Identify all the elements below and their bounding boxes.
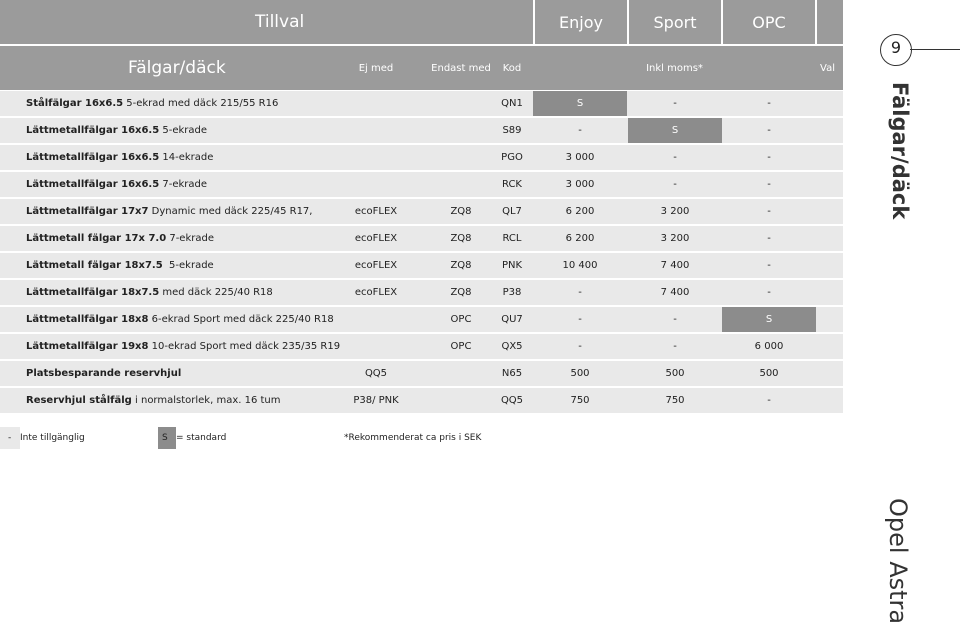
- table-row-content: [0, 145, 843, 170]
- cell-sport-price: S: [628, 118, 722, 143]
- table-row-content: [0, 361, 843, 386]
- cell-enjoy-price: 750: [570, 395, 590, 406]
- row-name: [26, 172, 207, 197]
- cell-kod: QX5: [501, 341, 523, 352]
- cell-endast-med: ZQ8: [450, 206, 472, 217]
- header-sport: Sport: [653, 13, 697, 32]
- cell-enjoy-price: 6 200: [565, 206, 595, 217]
- row-name-bold: Lättmetallfälgar 16x6.5: [26, 179, 160, 190]
- header-opc: OPC: [752, 13, 786, 32]
- row-name: [26, 253, 214, 278]
- cell-kod: N65: [501, 368, 523, 379]
- header-filler: [817, 0, 843, 44]
- cell-kod: QN1: [501, 98, 523, 109]
- row-name-bold: Lättmetallfälgar 18x7.5: [26, 287, 160, 298]
- legend-dash: -: [8, 433, 12, 443]
- cell-sport-price: -: [673, 98, 677, 109]
- cell-sport-price: 500: [665, 368, 685, 379]
- row-name-rest: 14-ekrade: [159, 152, 214, 163]
- row-name-bold: Lättmetallfälgar 19x8: [26, 341, 149, 352]
- cell-ej-med: ecoFLEX: [354, 287, 398, 298]
- cell-ej-med: [326, 145, 426, 170]
- cell-opc-price: -: [767, 179, 771, 190]
- legend-dash-text: Inte tillgänglig: [20, 433, 85, 443]
- row-name-rest: 5-ekrade: [162, 260, 214, 271]
- cell-kod: PNK: [501, 260, 523, 271]
- cell-ej-med: [326, 172, 426, 197]
- col-inkl-moms: Inkl moms*: [646, 63, 703, 74]
- cell-ej-med: [326, 334, 426, 359]
- cell-endast-med: [422, 388, 500, 413]
- cell-sport-price: 3 200: [660, 233, 690, 244]
- cell-opc-price: -: [767, 233, 771, 244]
- page-number: 9: [890, 38, 902, 57]
- section-title: Fälgar/däck: [128, 58, 226, 78]
- cell-kod: QQ5: [500, 395, 524, 406]
- cell-kod: QU7: [501, 314, 523, 325]
- row-name-bold: Reservhjul stålfälg: [26, 395, 132, 406]
- section-side-label: Fälgar/däck: [888, 82, 912, 220]
- cell-ej-med: P38/ PNK: [353, 395, 399, 406]
- table-row-content: [0, 253, 843, 278]
- cell-ej-med: [326, 118, 426, 143]
- row-name-rest: Dynamic med däck 225/45 R17,: [148, 206, 313, 217]
- cell-enjoy-price: -: [578, 125, 582, 136]
- cell-endast-med: [422, 361, 500, 386]
- row-name-rest: 5-ekrad med däck 215/55 R16: [123, 98, 279, 109]
- row-name: [26, 307, 334, 332]
- legend-s: S: [162, 433, 168, 443]
- row-name-rest: i normalstorlek, max. 16 tum: [131, 395, 281, 406]
- cell-sport-price: -: [673, 341, 677, 352]
- cell-ej-med: [326, 307, 426, 332]
- cell-opc-price: -: [767, 287, 771, 298]
- cell-opc-price: -: [767, 125, 771, 136]
- col-endast-med: Endast med: [431, 63, 491, 74]
- cell-ej-med: QQ5: [364, 368, 388, 379]
- legend-s-text: = standard: [176, 433, 227, 443]
- row-name-bold: Lättmetall fälgar 17x 7.0: [26, 233, 167, 244]
- row-name-rest: 5-ekrade: [159, 125, 208, 136]
- row-name: [26, 145, 213, 170]
- row-name: [26, 226, 214, 251]
- row-name: [26, 334, 340, 359]
- cell-kod: RCK: [502, 179, 522, 190]
- row-name-bold: Lättmetallfälgar 16x6.5: [26, 125, 160, 136]
- cell-opc-price: -: [767, 206, 771, 217]
- cell-sport-price: 3 200: [660, 206, 690, 217]
- cell-endast-med: ZQ8: [450, 287, 472, 298]
- model-side-label: Opel Astra: [884, 498, 912, 624]
- cell-endast-med: [422, 172, 500, 197]
- cell-ej-med: [326, 91, 426, 116]
- cell-sport-price: -: [673, 179, 677, 190]
- row-name-bold: Lättmetall fälgar 18x7.5: [26, 260, 163, 271]
- table-row-content: [0, 226, 843, 251]
- table-row-content: [0, 307, 843, 332]
- row-name-bold: Stålfälgar 16x6.5: [26, 98, 124, 109]
- col-val: Val: [820, 63, 835, 74]
- cell-kod: PGO: [501, 152, 523, 163]
- table-row-content: [0, 199, 843, 224]
- cell-opc-price: 6 000: [754, 341, 784, 352]
- row-name-rest: 6-ekrad Sport med däck 225/40 R18: [148, 314, 334, 325]
- cell-endast-med: OPC: [450, 341, 472, 352]
- cell-endast-med: ZQ8: [450, 260, 472, 271]
- cell-opc-price: 500: [759, 368, 779, 379]
- cell-sport-price: -: [673, 314, 677, 325]
- cell-ej-med: ecoFLEX: [354, 260, 398, 271]
- legend-footnote: *Rekommenderat ca pris i SEK: [344, 433, 482, 443]
- cell-opc-price: -: [767, 260, 771, 271]
- row-name-bold: Lättmetallfälgar 16x6.5: [26, 152, 160, 163]
- cell-opc-price: -: [767, 395, 771, 406]
- cell-kod: S89: [502, 125, 522, 136]
- cell-enjoy-price: 500: [570, 368, 590, 379]
- cell-endast-med: [422, 91, 500, 116]
- cell-enjoy-price: -: [578, 341, 582, 352]
- page-number-line: [910, 49, 960, 50]
- table-row-content: [0, 118, 843, 143]
- row-name: [26, 199, 312, 224]
- cell-ej-med: ecoFLEX: [354, 206, 398, 217]
- row-name: [26, 388, 281, 413]
- cell-ej-med: ecoFLEX: [354, 233, 398, 244]
- row-name-bold: Lättmetallfälgar 17x7: [26, 206, 149, 217]
- cell-sport-price: 7 400: [660, 260, 690, 271]
- cell-sport-price: 750: [665, 395, 685, 406]
- table-row-content: [0, 334, 843, 359]
- cell-enjoy-price: -: [578, 314, 582, 325]
- header-enjoy: Enjoy: [559, 13, 603, 32]
- row-name: [26, 280, 273, 305]
- row-name-rest: med däck 225/40 R18: [159, 287, 273, 298]
- cell-sport-price: 7 400: [660, 287, 690, 298]
- cell-enjoy-price: 10 400: [562, 260, 598, 271]
- row-name: [26, 118, 207, 143]
- cell-sport-price: -: [673, 152, 677, 163]
- cell-enjoy-price: 6 200: [565, 233, 595, 244]
- table-row-content: [0, 280, 843, 305]
- row-name: [26, 91, 278, 116]
- row-name-bold: Lättmetallfälgar 18x8: [26, 314, 149, 325]
- table-row-content: [0, 388, 843, 413]
- cell-endast-med: ZQ8: [450, 233, 472, 244]
- cell-kod: P38: [502, 287, 522, 298]
- cell-opc-price: S: [722, 307, 816, 332]
- cell-endast-med: [422, 145, 500, 170]
- col-kod: Kod: [502, 63, 522, 74]
- table-row-content: [0, 91, 843, 116]
- cell-opc-price: -: [767, 98, 771, 109]
- header-tillval: Tillval: [255, 12, 305, 32]
- cell-enjoy-price: S: [533, 91, 627, 116]
- row-name-bold: Platsbesparande reservhjul: [26, 368, 182, 379]
- row-name: [26, 361, 181, 386]
- cell-enjoy-price: 3 000: [565, 179, 595, 190]
- cell-endast-med: OPC: [450, 314, 472, 325]
- table-row-content: [0, 172, 843, 197]
- cell-enjoy-price: 3 000: [565, 152, 595, 163]
- row-name-rest: 7-ekrade: [159, 179, 208, 190]
- col-ej-med: Ej med: [358, 63, 394, 74]
- cell-enjoy-price: -: [578, 287, 582, 298]
- row-name-rest: 10-ekrad Sport med däck 235/35 R19: [148, 341, 341, 352]
- cell-opc-price: -: [767, 152, 771, 163]
- row-name-rest: 7-ekrade: [166, 233, 214, 244]
- cell-kod: RCL: [502, 233, 522, 244]
- cell-kod: QL7: [502, 206, 522, 217]
- cell-endast-med: [422, 118, 500, 143]
